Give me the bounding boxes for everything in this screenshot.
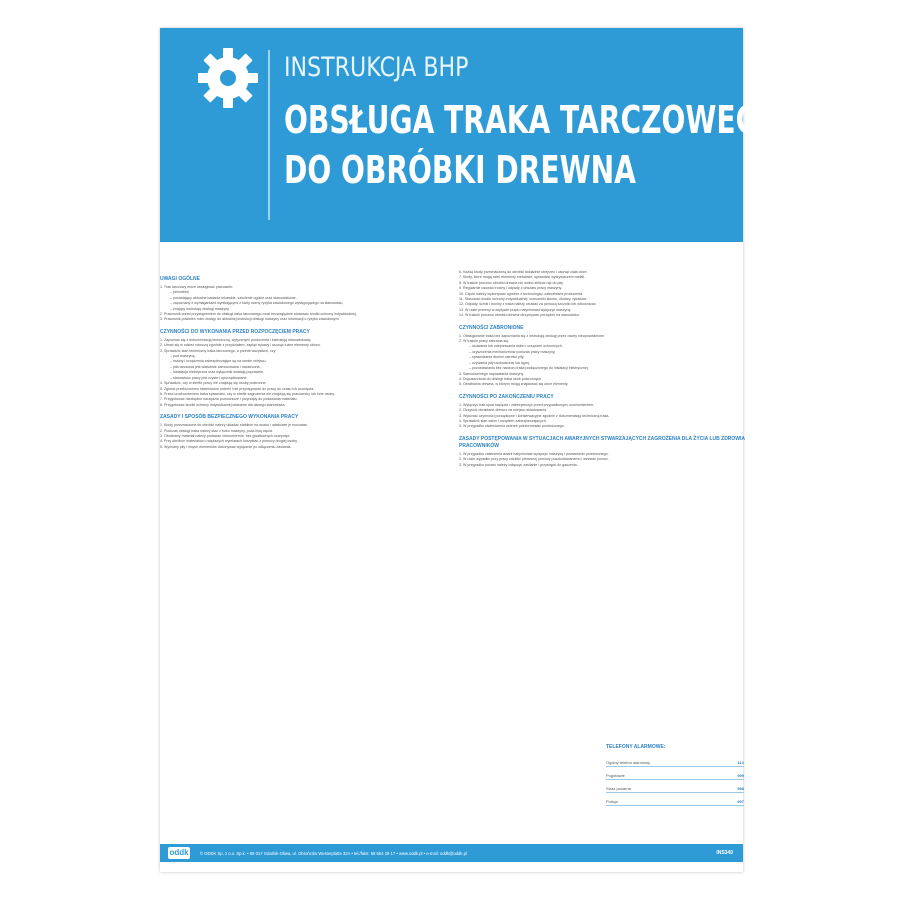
list-item: 3. Pracownik powinien mieć dostęp do aktualnej instrukcji obsługi maszyny oraz informacji o ryzyku zawodowym. xyxy=(160,317,340,322)
phone-label: Policja xyxy=(606,799,618,804)
list-item: 3. W przypadku pożaru należy odłączyć zasilanie i przystąpić do gaszenia. xyxy=(459,462,578,467)
list-item: 1. Kłody przeznaczone do obróbki należy układać stabilnie na wózku i właściwie je mocować. xyxy=(160,423,309,428)
list-item: 4. Przy obróbce materiałów o większych wymiarach korzystać z pomocy drugiej osoby. xyxy=(160,439,298,444)
document-code: INS340 xyxy=(716,850,733,856)
list-item: 1. Trak tarczowy może obsługiwać pracownik: xyxy=(160,285,233,289)
list-item: 2. W razie wypadku przy pracy udzielić pierwszej pomocy poszkodowanemu i wezwać pomoc. xyxy=(459,457,609,462)
list-item: – używania piły uszkodzonej lub tępej, xyxy=(469,360,530,365)
section-heading: ZASADY I SPOSÓB BEZPIECZNEGO WYKONANIA PRACY xyxy=(160,414,299,421)
phone-row xyxy=(606,754,744,767)
phone-label: Ogólny telefon alarmowy xyxy=(606,760,651,765)
list-item: 3. Samodzielnego naprawiania maszyny. xyxy=(459,371,525,376)
list-item: 9. Regularnie usuwać trociny i odpady z obszaru pracy maszyny. xyxy=(459,286,563,291)
section-heading: ZASADY POSTĘPOWANIA W SYTUACJACH AWARYJNYCH STWARZAJĄCYCH ZAGROŻENIA DLA ŻYCIA LUB ZDROWIA PRACOWNIKÓW xyxy=(459,435,745,449)
instruction-sheet xyxy=(160,28,783,872)
header-divider xyxy=(268,50,270,220)
list-item: 1. W przypadku zaistnienia awarii natychmiast wyłączyć maszynę i powiadomić przełożonego. xyxy=(459,451,609,456)
list-item: 4. Dopuszczania do obsługi traka osób postronnych. xyxy=(459,376,543,381)
list-item: 4. Sprawdzić stan osłon i urządzeń zabezpieczających. xyxy=(459,418,547,423)
title-line-1: OBSŁUGA TRAKA TARCZOWEGO xyxy=(284,98,783,142)
list-item: – pozostawiania bez nadzoru traka podłączonego do instalacji elektrycznej. xyxy=(469,366,589,371)
list-item: – czyszczenia mechanizmów podczas pracy maszyny, xyxy=(469,349,556,354)
list-item: 7. Kłody, które mogą mieć elementy metalowe, sprawdzić wykrywaczem metali. xyxy=(459,275,586,280)
title-line-2: DO OBRÓBKI DREWNA xyxy=(284,148,636,192)
list-item: 4. Sprawdzić, czy w strefie pracy nie znajdują się osoby postronne. xyxy=(160,381,267,386)
phone-label: Straż pożarna xyxy=(606,786,631,791)
right-column xyxy=(459,270,745,468)
company-logo: oddk xyxy=(169,848,189,857)
list-item: 7. Przygotować niezbędne narzędzia pomocnicze i przyrządy do podawania materiału. xyxy=(160,397,298,402)
list-item: 13. W razie przerwy w dopływie prądu natychmiast wyłączyć maszynę. xyxy=(459,307,572,312)
list-item: – osłony i urządzenia zabezpieczające są na swoim miejscu, xyxy=(170,359,267,364)
list-item: 2. W trakcie pracy zabrania się: xyxy=(459,339,510,344)
phone-number: 112 xyxy=(737,760,744,765)
list-item: 1. Obsługiwanie traka bez zapoznania się z instrukcją obsługi przez osoby nieupoważnione. xyxy=(459,333,606,338)
section-heading: UWAGI OGÓLNE xyxy=(160,276,200,282)
phone-row xyxy=(606,793,744,806)
list-item: 12. Odpady, ścinki i trociny z traka należy usuwać za pomocą szczotki lub odkurzacza. xyxy=(459,302,597,307)
list-item: 8. Przygotować środki ochrony indywidualnej właściwe dla danego stanowiska. xyxy=(160,402,286,407)
list-item: 8. W trakcie procesu obróbki drewna nie wolno zbliżać rąk do piły. xyxy=(459,280,564,285)
list-item: 5. Wymiany piły i innych elementów dokonywać wyłącznie po odłączeniu zasilania. xyxy=(160,444,292,449)
phone-row xyxy=(606,780,744,793)
list-item: – sprawdzania dłońmi ostrości piły, xyxy=(469,355,525,360)
list-item: 5. W przypadku stwierdzenia usterek poinformować przełożonego. xyxy=(459,424,565,429)
phones-heading: TELEFONY ALARMOWE: xyxy=(606,744,666,750)
list-item: – znający instrukcję obsługi maszyny. xyxy=(170,306,230,311)
list-item: 3. Sprawdzić stan techniczny traka tarczowego, a przede wszystkim, czy: xyxy=(160,348,277,353)
list-item: – posiadający aktualne badania lekarskie, szkolenie ogólne oraz stanowiskowe, xyxy=(170,295,297,300)
list-item: 11. Stosować środki ochrony indywidualnej: ochronniki słuchu, okulary, rękawice. xyxy=(459,297,588,302)
header-banner xyxy=(160,28,783,242)
list-item: 2. Podczas obsługi traka należy stać z boku maszyny, poza linią cięcia. xyxy=(160,428,273,433)
list-item: 3. Obrabiany materiał należy podawać równomiernie, bez gwałtownych szarpnięć. xyxy=(160,433,291,438)
phone-number: 998 xyxy=(737,786,744,791)
list-item: 2. Ubrać się w odzież roboczą zgodnie z przydziałem, zapiąć rękawy i usunąć luźne elementy ubioru. xyxy=(160,343,321,348)
footer-bar xyxy=(160,844,743,862)
list-item: 10. Cięcie należy wykonywać zgodnie z technologią i zaleceniami producenta. xyxy=(459,291,584,296)
list-item: 6. Każdą kłodę przeznaczoną do obróbki dokładnie obejrzeć i usunąć ciała obce. xyxy=(459,270,588,274)
list-item: – usuwania lub zdejmowania osłon i urządzeń ochronnych, xyxy=(469,344,563,349)
phone-label: Pogotowie xyxy=(606,773,625,778)
section-heading: CZYNNOŚCI ZABRONIONE xyxy=(459,324,524,331)
list-item: – piła tarczowa jest właściwie zamocowana i naostrzona, xyxy=(170,364,261,369)
list-item: 5. Zgłosić przełożonemu stwierdzone usterki i nie przystępować do pracy do czasu ich usunięcia. xyxy=(160,386,315,391)
list-item: – pod maszyną, xyxy=(170,354,196,359)
phone-number: 999 xyxy=(737,773,744,778)
phone-number: 997 xyxy=(737,799,744,804)
list-item: – instalacja elektryczna oraz wyłączniki działają poprawnie, xyxy=(170,370,265,375)
list-item: – stanowisko pracy jest czyste i uporządkowane. xyxy=(170,375,248,380)
list-item: 1. Zapoznać się z dokumentacją techniczną, wytycznymi producenta i instrukcją stanowiskową. xyxy=(160,337,312,342)
list-item: 2. Oczyścić obrabiane drewno na miejscu składowania. xyxy=(459,408,548,413)
emergency-phones xyxy=(606,744,744,806)
list-item: 14. W trakcie procesu obróbki drewna utrzymywać porządek na stanowisku. xyxy=(459,313,580,318)
list-item: 5. Obrabiania drewna, w którym mogą znajdować się obce elementy. xyxy=(459,382,569,387)
section-heading: CZYNNOŚCI DO WYKONANIA PRZED ROZPOCZĘCIEM PRACY xyxy=(160,328,310,335)
gear-icon xyxy=(196,46,260,110)
list-item: – pełnoletni, xyxy=(170,290,190,295)
list-item: 3. Wykonać czynności porządkowe i konserwacyjne zgodnie z dokumentacją techniczną traka. xyxy=(459,413,610,418)
list-item: – zapoznany z wymaganiami wynikającymi z karty oceny ryzyka zawodowego występującego na stanowisku, xyxy=(170,301,344,306)
list-item: 6. Przed uruchomieniem traka sprawdzić, czy w strefie zagrożenia nie znajdują się pracownicy lub inne osoby. xyxy=(160,391,335,396)
phone-row xyxy=(606,767,744,780)
header-kicker: INSTRUKCJA BHP xyxy=(284,52,469,83)
list-item: 2. Pracownik przed przystąpieniem do obsługi traka tarczowego musi bezwzględnie stosować środki ochrony indywidualnej. xyxy=(160,312,357,317)
footer-text: © ODDK Sp. z o.o. Sp.k. • 80-317 Gdańsk-Oliwa, ul. Obrońców Westerplatte 32A • tel./faks: 58 554 29 17 • www.oddk.pl • e-mail: oddk@oddk.pl xyxy=(200,850,467,856)
list-item: 1. Wyłączyć trak spod napięcia i zabezpieczyć przed przypadkowym uruchomieniem. xyxy=(459,402,595,407)
left-column xyxy=(160,270,446,450)
section-heading: CZYNNOŚCI PO ZAKOŃCZENIU PRACY xyxy=(459,393,554,400)
